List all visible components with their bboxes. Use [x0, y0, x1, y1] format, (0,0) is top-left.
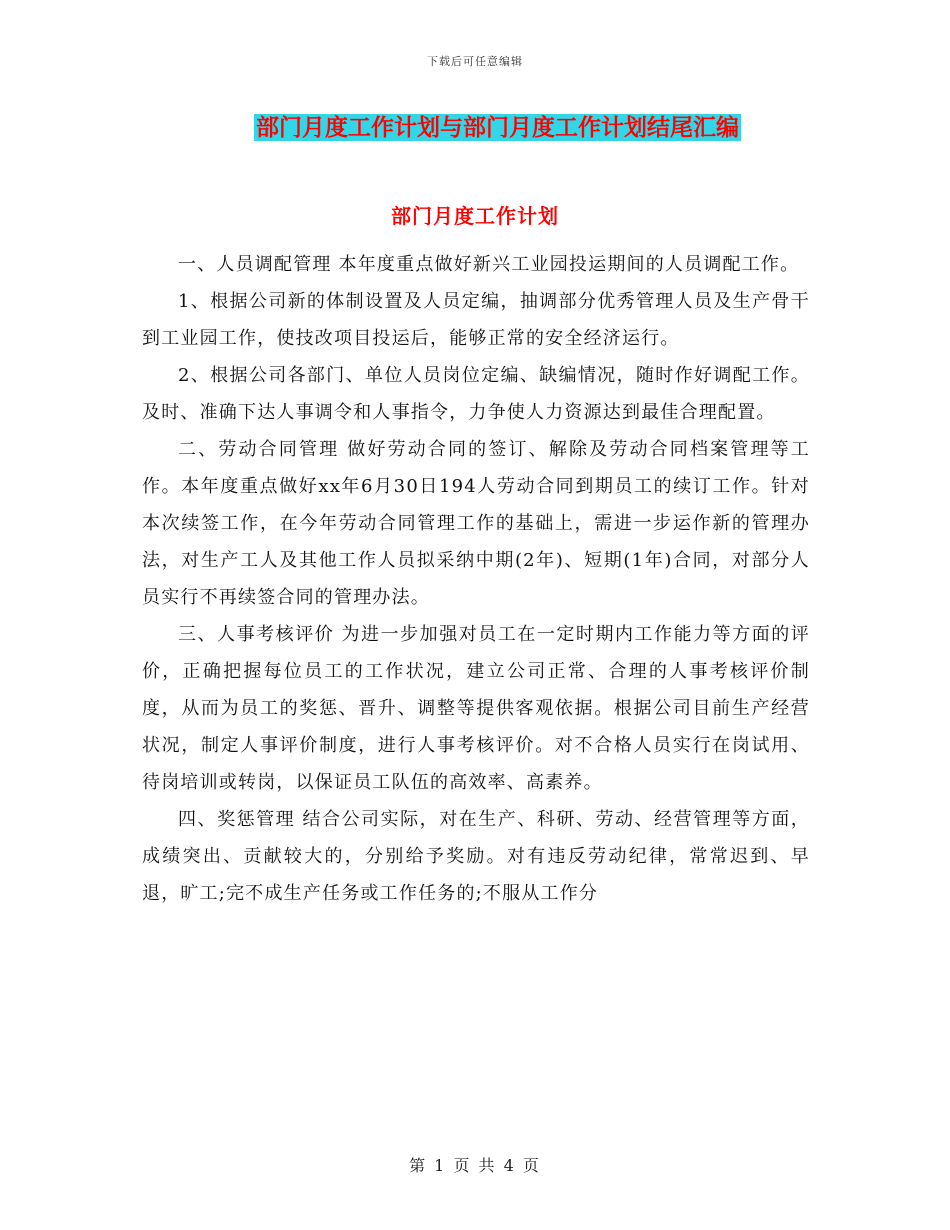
- document-title-text: 部门月度工作计划与部门月度工作计划结尾汇编: [256, 114, 739, 141]
- paragraph-item-1: 1、根据公司新的体制设置及人员定编，抽调部分优秀管理人员及生产骨干到工业园工作，使技改项目投运后，能够正常的安全经济运行。: [142, 291, 810, 349]
- paragraph-rewards-penalties: 四、奖惩管理 结合公司实际，对在生产、科研、劳动、经营管理等方面，成绩突出、贡献较大的，分别给予奖励。对有违反劳动纪律，常常迟到、早退，旷工;完不成生产任务或工作任务的;不服从工作分: [142, 809, 810, 904]
- document-title: [0, 111, 950, 145]
- paragraph-labor-contract: 二、劳动合同管理 做好劳动合同的签订、解除及劳动合同档案管理等工作。本年度重点做好xx年6月30日194人劳动合同到期员工的续订工作。针对本次续签工作，在今年劳动合同管理工作的基础上，需进一步运作新的管理办法，对生产工人及其他工作人员拟采纳中期(2年)、短期(1年)合同，对部分人员实行不再续签合同的管理办法。: [142, 439, 810, 608]
- page-indicator: 第 1 页 共 4 页: [409, 1156, 541, 1175]
- paragraph-personnel-allocation: 一、人员调配管理 本年度重点做好新兴工业园投运期间的人员调配工作。: [178, 254, 800, 275]
- paragraph-personnel-evaluation: 三、人事考核评价 为进一步加强对员工在一定时期内工作能力等方面的评价，正确把握每位员工的工作状况，建立公司正常、合理的人事考核评价制度，从而为员工的奖惩、晋升、调整等提供客观依据。根据公司目前生产经营状况，制定人事评价制度，进行人事考核评价。对不合格人员实行在岗试用、待岗培训或转岗，以保证员工队伍的高效率、高素养。: [142, 624, 810, 793]
- paragraph-item-2: 2、根据公司各部门、单位人员岗位定编、缺编情况，随时作好调配工作。及时、准确下达人事调令和人事指令，力争使人力资源达到最佳合理配置。: [142, 365, 810, 423]
- header-note: 下载后可任意编辑: [427, 55, 523, 68]
- section-title: 部门月度工作计划: [391, 204, 559, 228]
- document-body: [142, 246, 810, 912]
